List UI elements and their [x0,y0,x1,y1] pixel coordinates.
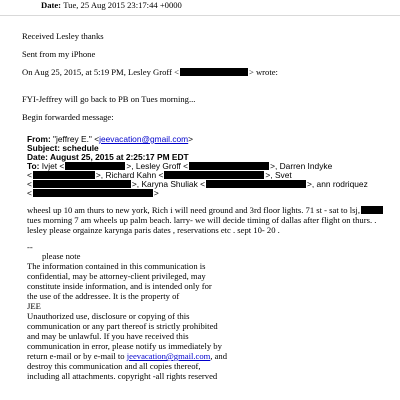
date-label: Date: [41,0,62,10]
redaction-box [206,180,306,188]
fwd-to-l3-a: < [27,179,32,189]
fyi-line: FYI-Jeffrey will go back to PB on Tues morning... [22,94,196,104]
body-line-1 [27,205,384,215]
reply-line-2: Sent from my iPhone [22,49,96,59]
fwd-to-l3-b: >, Karyna Shuliak < [131,179,205,189]
disclaimer-line: Unauthorized use, disclosure or copying of this [27,311,190,321]
redaction-box [361,206,383,214]
fwd-to-line-4 [27,189,159,199]
date-header [41,0,182,10]
redaction-box [33,171,95,179]
return-prefix: return e-mail or by e-mail to [27,351,127,361]
fwd-from-close: > [188,134,194,144]
redaction-box [189,162,269,170]
wrote-line [22,67,278,77]
fwd-to-label: To: [27,161,40,171]
fwd-date-value: August 25, 2015 at 2:25:17 PM EDT [47,152,189,162]
fwd-to-l1-a: Ivjet < [39,161,65,171]
disclaimer-line: including all attachments. copyright -all rights reserved [27,371,218,381]
fwd-to-l4-b: > [153,188,159,198]
fwd-to-l1-b: >, Lesley Groff < [126,161,189,171]
disclaimer-line: and may be unlawful. If you have received this [27,331,189,341]
redaction-box [164,171,264,179]
redaction-box [33,180,131,188]
fwd-date-label: Date: [27,152,48,162]
fwd-from-name: "jeffrey E." < [50,134,100,144]
body-line-3: lesley please orgainze karynga paris dates , reservations etc . sept 10- 20 . [27,225,280,235]
disclaimer-line: The information contained in this communication is [27,261,206,271]
disclaimer-return-line [27,351,227,361]
disclaimer-line: constitute inside information, and is intended only for [27,281,212,291]
fwd-to-l2-c: >, Svet [265,170,292,180]
please-note: please note [42,251,81,261]
disclaimer-line: destroy this communication and all copies thereof, [27,361,201,371]
header-divider [0,15,400,16]
disclaimer-line: JEE [27,301,41,311]
date-value: Tue, 25 Aug 2015 23:17:44 +0000 [63,0,182,10]
fwd-subject-label: Subject: [27,143,61,153]
fwd-to-l2-a: < [27,170,32,180]
body-line-2: tues morning 7 am wheels up palm beach. larry- we will decide timing of dallas after flight on thurs. . [27,215,377,225]
fwd-subject-value: schedule [60,143,99,153]
body-line-1-text: wheesl up 10 am thurs to new york, Rich i will need ground and 3rd floor lights. 71 st - sat to lsj, [27,205,360,215]
redaction-box [180,68,248,76]
reply-line-1: Received Lesley thanks [22,31,104,41]
disclaimer-line: the use of the addressee. It is the property of [27,291,180,301]
fwd-to-l2-b: >, Richard Kahn < [95,170,164,180]
wrote-prefix: On Aug 25, 2015, at 5:19 PM, Lesley Groff < [22,67,179,77]
redaction-box [33,189,153,197]
return-email-link[interactable]: jeevacation@gmail.com [126,351,211,361]
wrote-suffix: > wrote: [248,67,278,77]
disclaimer-line: communication or any part thereof is strictly prohibited [27,321,218,331]
fwd-from-email-link[interactable]: jeevacation@gmail.com [99,134,189,144]
fwd-to-l3-c: >, ann rodriquez [307,179,368,189]
disclaimer-line: confidential, may be attorney-client privileged, may [27,271,206,281]
begin-forwarded-line: Begin forwarded message: [22,112,114,122]
redaction-box [65,162,125,170]
sig-dashes: -- [27,242,33,252]
disclaimer-line: communication in error, please notify us immediately by [27,341,222,351]
fwd-from-label: From: [27,134,51,144]
return-suffix: , and [210,351,228,361]
fwd-to-l1-c: >, Darren Indyke [270,161,333,171]
fwd-to-l4-a: < [27,188,32,198]
